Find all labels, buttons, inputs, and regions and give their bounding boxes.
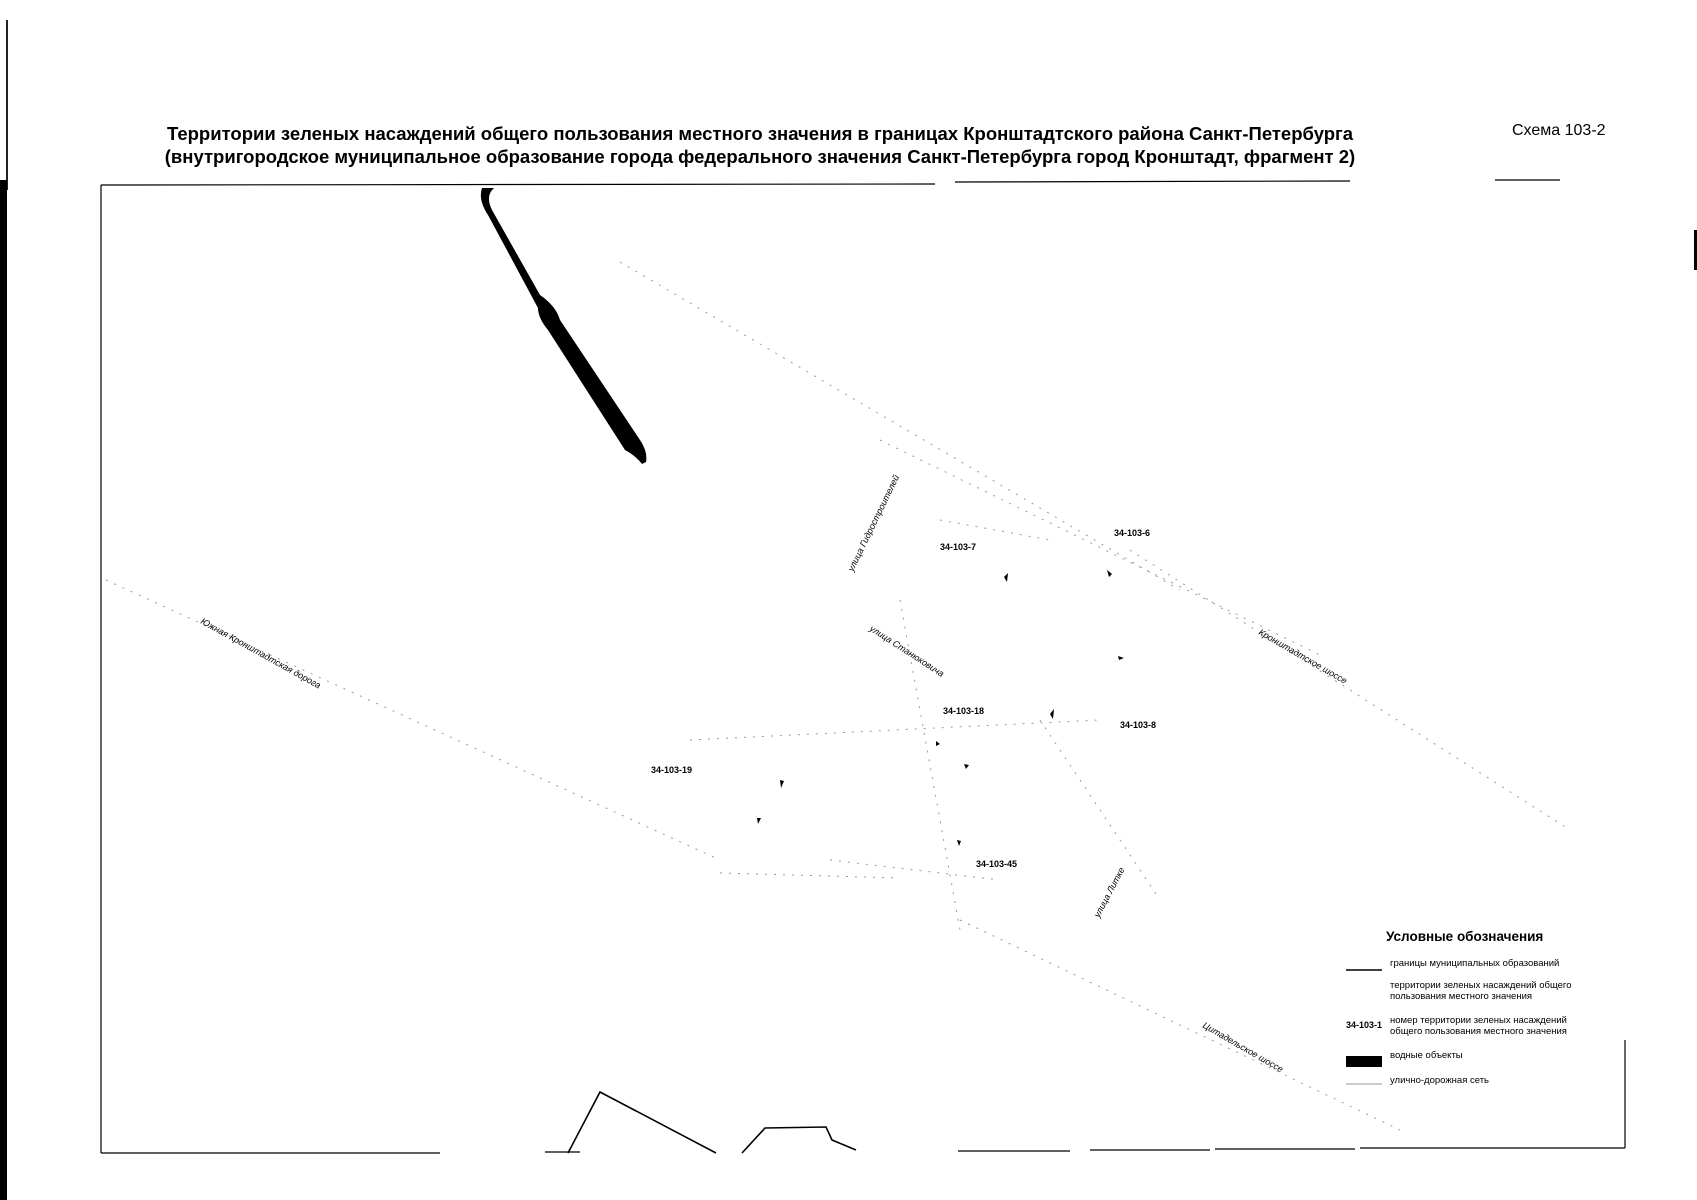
frame-top-right bbox=[955, 181, 1350, 182]
territory-marker bbox=[957, 840, 961, 846]
territory-marker bbox=[1004, 573, 1008, 582]
road-segment bbox=[620, 262, 1180, 590]
road-segment bbox=[720, 873, 900, 878]
territory-labels bbox=[651, 528, 1156, 869]
road-segment bbox=[1040, 720, 1160, 900]
territory-markers bbox=[757, 570, 1124, 846]
legend-water-symbol bbox=[1346, 1056, 1382, 1067]
map-title-line-2: (внутригородское муниципальное образование города федерального значения Санкт-Петербурга город Кронштадт, фрагмент 2) bbox=[164, 146, 1356, 167]
legend-road-label: улично-дорожная сеть bbox=[1390, 1075, 1490, 1086]
territory-label: 34-103-7 bbox=[940, 542, 977, 552]
scheme-label: Схема 103-2 bbox=[1512, 122, 1606, 139]
map-frame bbox=[101, 180, 1625, 1153]
street-label: улица Станюковича bbox=[867, 623, 946, 679]
street-label: Цитадельское шоссе bbox=[1201, 1020, 1285, 1075]
municipal-boundary bbox=[568, 1092, 856, 1153]
road-segment bbox=[106, 580, 720, 860]
road-segment bbox=[1130, 550, 1570, 830]
legend-number-line-2: общего пользования местного значения bbox=[1390, 1026, 1567, 1037]
territory-marker bbox=[964, 764, 969, 769]
road-network bbox=[106, 262, 1570, 1130]
territory-marker bbox=[1107, 570, 1112, 577]
street-label: улица Литке bbox=[1091, 865, 1127, 919]
territory-marker bbox=[757, 818, 761, 824]
legend-green-line-1: территории зеленых насаждений общего bbox=[1390, 980, 1572, 991]
legend-water-label: водные объекты bbox=[1390, 1050, 1463, 1061]
road-segment bbox=[960, 920, 1400, 1130]
territory-label: 34-103-45 bbox=[976, 859, 1018, 869]
street-label: улица Гидростроителей bbox=[845, 473, 902, 573]
road-segment bbox=[690, 720, 1100, 740]
territory-label: 34-103-19 bbox=[651, 765, 693, 775]
territory-label: 34-103-18 bbox=[943, 706, 985, 716]
frame-top-left bbox=[101, 184, 935, 185]
road-segment bbox=[940, 520, 1050, 540]
water-object bbox=[481, 188, 647, 464]
street-label: Южная Кронштадтская дорога bbox=[199, 616, 323, 691]
legend-green-label bbox=[1390, 980, 1571, 1002]
legend-number-line-1: номер территории зеленых насаждений bbox=[1390, 1015, 1567, 1026]
territory-label: 34-103-6 bbox=[1114, 528, 1151, 538]
legend-title: Условные обозначения bbox=[1386, 929, 1544, 944]
street-label: Кронштадтское шоссе bbox=[1257, 627, 1349, 686]
legend-number-label bbox=[1390, 1015, 1567, 1037]
street-labels bbox=[199, 473, 1349, 1074]
territory-marker bbox=[1050, 709, 1054, 719]
territory-label: 34-103-8 bbox=[1120, 720, 1157, 730]
map-title-line-1: Территории зеленых насаждений общего пользования местного значения в границах Кронштадтского района Санкт-Петербурга bbox=[166, 123, 1354, 144]
legend-green-line-2: пользования местного значения bbox=[1390, 991, 1533, 1002]
legend-boundary-label: границы муниципальных образований bbox=[1390, 958, 1560, 969]
territory-marker bbox=[780, 780, 784, 788]
territory-marker bbox=[936, 741, 940, 746]
territory-marker bbox=[1118, 656, 1124, 660]
legend-number-sample: 34-103-1 bbox=[1346, 1020, 1383, 1030]
